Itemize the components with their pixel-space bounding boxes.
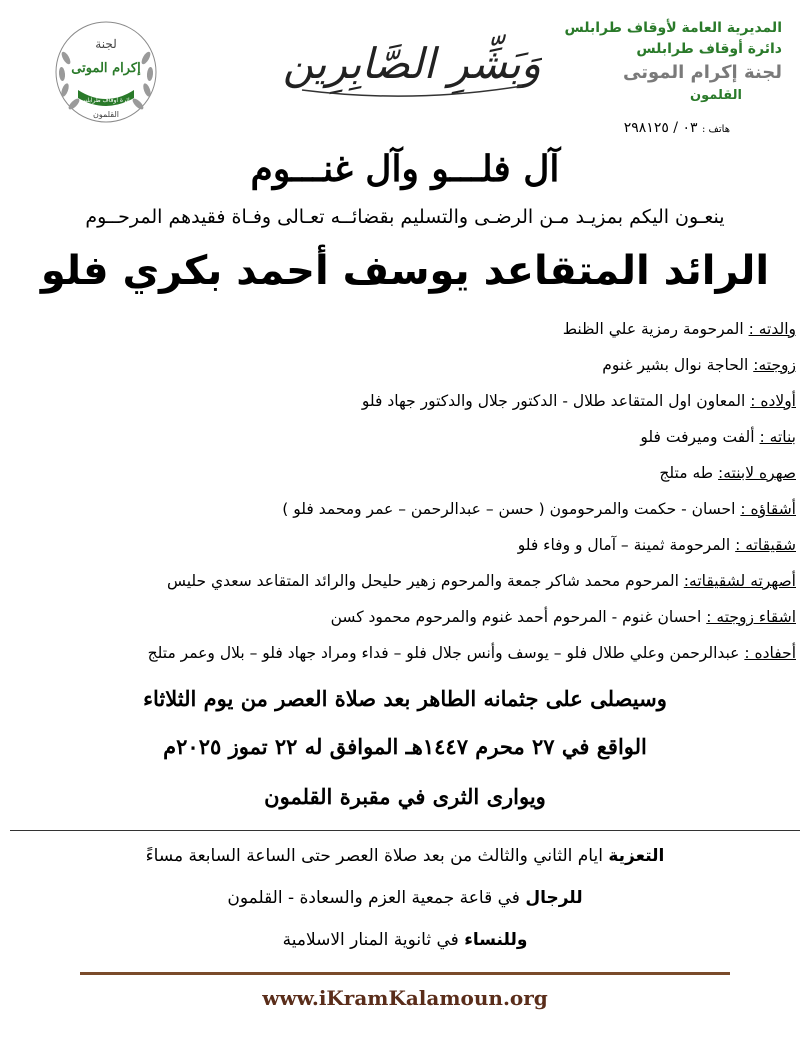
relative-row: [14, 462, 796, 484]
logo-text-top: لجنة: [95, 37, 117, 51]
condolence-times: [0, 846, 810, 866]
relative-label: صهره لابنته:: [718, 464, 796, 482]
logo-text-bottom: القلمون: [93, 110, 119, 119]
divider: [10, 830, 800, 831]
footer-divider: [80, 972, 730, 975]
relative-label: شقيقاته :: [735, 536, 796, 554]
org-department: دائرة أوقاف طرابلس: [636, 41, 782, 57]
prayer-line-2: الواقع في ٢٧ محرم ١٤٤٧هـ الموافق له ٢٢ تموز ٢٠٢٥م: [163, 734, 647, 759]
relative-names: عبدالرحمن وعلي طلال فلو – يوسف وأنس جلال فلو – فداء ومراد جهاد فلو – بلال وعمر متلج: [147, 644, 745, 662]
condolence-men: [0, 888, 810, 908]
org-committee: لجنة إكرام الموتى: [623, 62, 782, 83]
women-label: وللنساء: [464, 930, 528, 950]
phone-label: هاتف :: [701, 124, 730, 135]
relative-label: والدته :: [748, 320, 796, 338]
relative-row: [14, 606, 796, 628]
relative-label: اشقاء زوجته :: [706, 608, 796, 626]
men-venue: في قاعة جمعية العزم والسعادة - القلمون: [227, 888, 526, 908]
women-venue: في ثانوية المنار الاسلامية: [282, 930, 465, 950]
organization-block: [562, 18, 782, 106]
relative-row: [14, 534, 796, 556]
committee-logo: [52, 18, 160, 126]
relative-label: بناته :: [759, 428, 796, 446]
burial-line: ويوارى الثرى في مقبرة القلمون: [264, 784, 546, 809]
relative-label: زوجته:: [753, 356, 796, 374]
relative-names: طه متلج: [659, 464, 719, 482]
org-town: القلمون: [690, 88, 742, 103]
relative-row: [14, 318, 796, 340]
condolence-women: [0, 930, 810, 950]
relative-names: الحاجة نوال بشير غنوم: [602, 356, 754, 374]
relative-row: [14, 426, 796, 448]
relative-names: احسان غنوم - المرحوم أحمد غنوم والمرحوم محمود كسن: [330, 608, 707, 626]
calligraphy-verse: [282, 8, 542, 108]
relative-label: أولاده :: [750, 392, 796, 410]
relative-names: المرحومة رمزية علي الظنط: [562, 320, 749, 338]
relative-row: [14, 498, 796, 520]
relative-names: المعاون اول المتقاعد طلال - الدكتور جلال والدكتور جهاد فلو: [361, 392, 751, 410]
relative-names: المرحومة ثمينة – آمال و وفاء فلو: [517, 536, 736, 554]
relative-names: احسان - حكمت والمرحومون ( حسن – عبدالرحمن – عمر ومحمد فلو ): [282, 500, 741, 518]
relative-row: [14, 642, 796, 664]
relative-row: [14, 390, 796, 412]
announcement-intro: ينعـون اليكم بمزيـد مـن الرضـى والتسليم بقضائــه تعـالى وفـاة فقيدهم المرحــوم: [85, 206, 725, 228]
condolence-times-text: ايام الثاني والثالث من بعد صلاة العصر حتى الساعة السابعة مساءً: [145, 846, 609, 866]
relative-names: ألفت وميرفت فلو: [640, 428, 760, 446]
relative-row: [14, 570, 796, 592]
org-directorate: المديرية العامة لأوقاف طرابلس: [564, 20, 782, 36]
men-label: للرجال: [525, 888, 583, 908]
relative-names: المرحوم محمد شاكر جمعة والمرحوم زهير حليحل والرائد المتقاعد سعدي حليس: [166, 572, 684, 590]
relative-label: أحفاده :: [744, 644, 796, 662]
deceased-name: الرائد المتقاعد يوسف أحمد بكري فلو: [40, 248, 770, 294]
relative-label: أشقاؤه :: [740, 500, 796, 518]
relative-label: أصهرته لشقيقاته:: [683, 572, 796, 590]
phone-line: [624, 120, 730, 136]
letterhead: [0, 0, 810, 150]
calligraphy-text: وَبَشِّرِ الصَّابِرِين: [282, 39, 542, 88]
logo-text-mid: إكرام الموتى: [71, 61, 141, 76]
relative-row: [14, 354, 796, 376]
family-names: آل فلـــو وآل غنـــوم: [250, 148, 560, 190]
prayer-line-1: وسيصلى على جثمانه الطاهر بعد صلاة العصر من يوم الثلاثاء: [143, 686, 667, 711]
website-link[interactable]: www.iKramKalamoun.org: [262, 986, 548, 1010]
logo-ring-text: دائرة أوقاف طرابلس: [79, 97, 133, 104]
condolence-label: التعزية: [608, 846, 665, 866]
phone-number: ٠٣ / ٢٩٨١٢٥: [623, 120, 698, 136]
